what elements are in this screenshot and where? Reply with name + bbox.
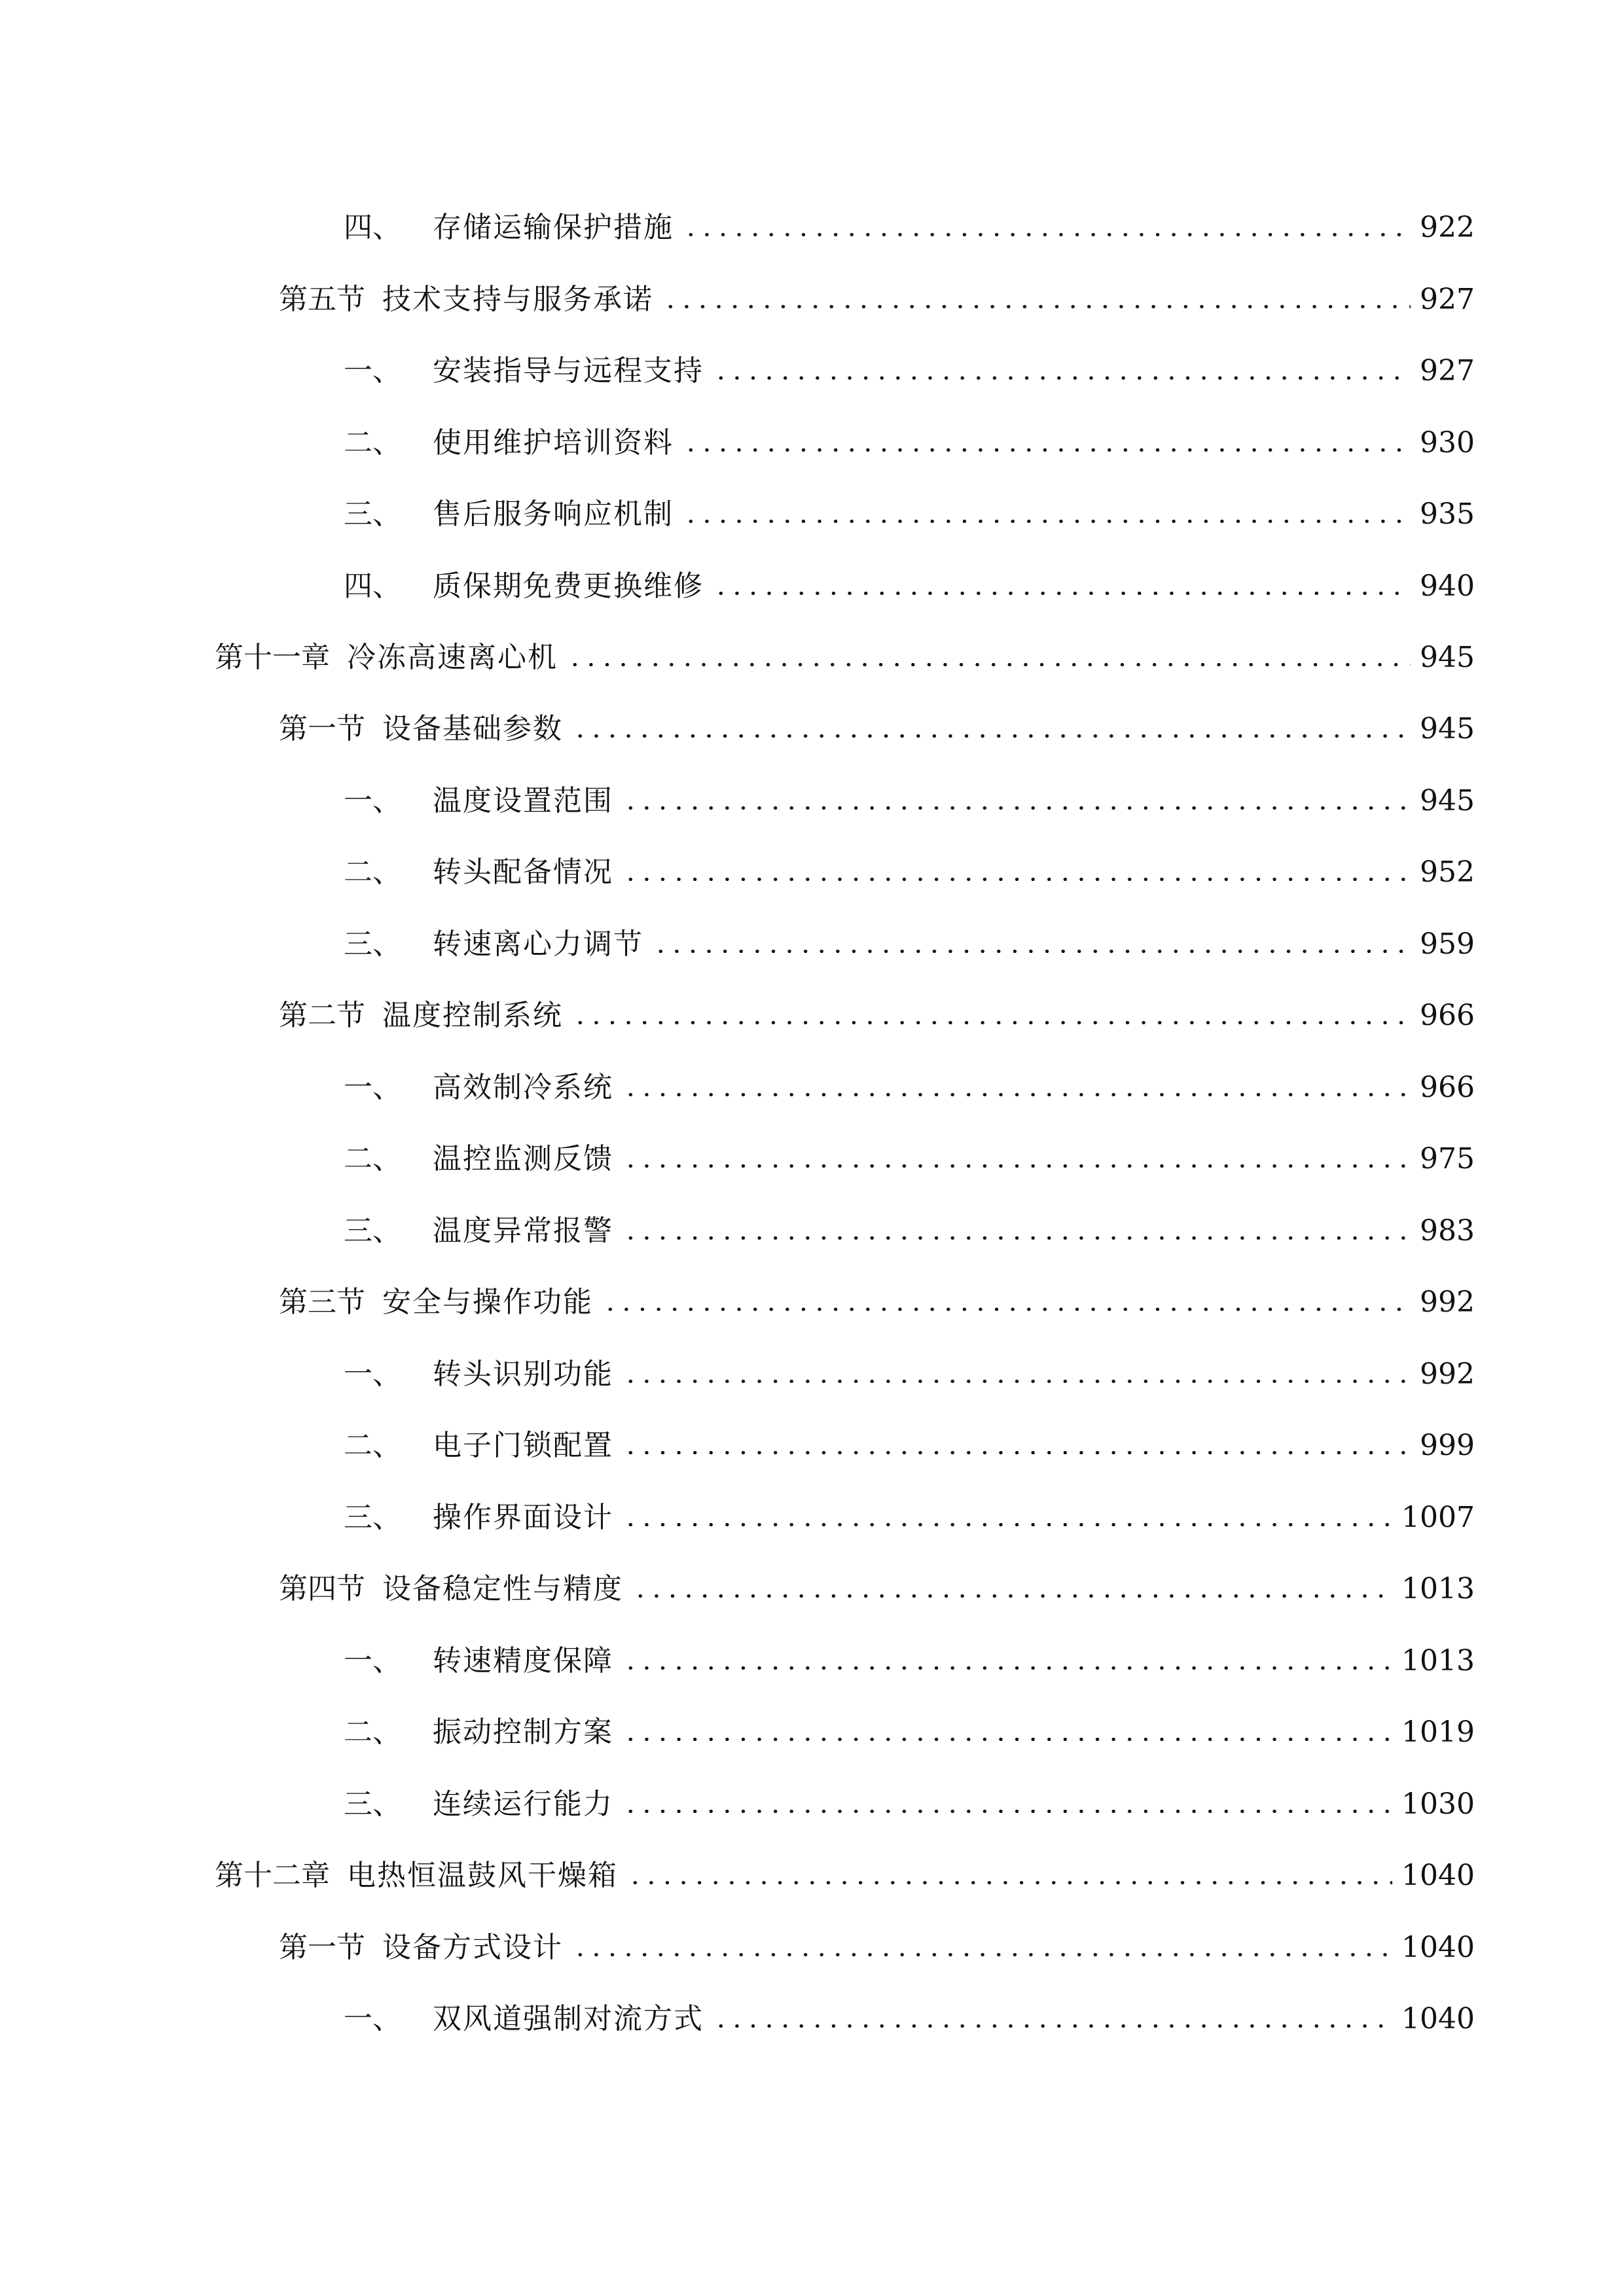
toc-entry-title: 设备方式设计 xyxy=(382,1931,563,1964)
toc-entry-page: 1040 xyxy=(1401,2002,1475,2036)
dot-leader xyxy=(683,233,1411,236)
toc-entry-page: 1007 xyxy=(1401,1501,1475,1534)
toc-entry[interactable] xyxy=(344,412,1475,457)
toc-entry-title: 安装指导与远程支持 xyxy=(433,354,704,387)
toc-entry-page: 966 xyxy=(1420,999,1475,1032)
toc-entry[interactable] xyxy=(279,1271,1475,1317)
toc-entry-page: 1019 xyxy=(1401,1715,1475,1749)
toc-entry-title: 转速精度保障 xyxy=(433,1644,613,1677)
toc-entry-page: 945 xyxy=(1420,712,1475,745)
dot-leader xyxy=(567,663,1411,666)
toc-entry-page: 992 xyxy=(1420,1357,1475,1391)
toc-entry-title: 振动控制方案 xyxy=(433,1715,613,1749)
toc-entry-number: 二、 xyxy=(344,426,401,459)
toc-entry[interactable] xyxy=(344,1988,1475,2034)
dot-leader xyxy=(623,806,1411,810)
toc-entry-number: 一、 xyxy=(344,1071,401,1104)
toc-entry-number: 一、 xyxy=(344,2002,401,2036)
toc-entry[interactable] xyxy=(344,1414,1475,1460)
dot-leader xyxy=(623,1093,1411,1096)
toc-entry-number: 二、 xyxy=(344,1429,401,1462)
dot-leader xyxy=(623,1236,1411,1240)
toc-entry-title: 温度控制系统 xyxy=(382,999,563,1032)
dot-leader xyxy=(632,1594,1392,1598)
toc-entry-number: 第三节 xyxy=(279,1285,365,1319)
toc-entry[interactable] xyxy=(344,1701,1475,1747)
toc-entry[interactable] xyxy=(344,1200,1475,1246)
toc-entry-number: 一、 xyxy=(344,784,401,817)
toc-entry[interactable] xyxy=(344,1486,1475,1532)
toc-entry[interactable] xyxy=(344,913,1475,959)
toc-entry[interactable] xyxy=(344,1343,1475,1389)
toc-entry-page: 975 xyxy=(1420,1142,1475,1175)
toc-entry-title: 电热恒温鼓风干燥箱 xyxy=(347,1859,618,1892)
dot-leader xyxy=(572,1021,1411,1024)
toc-entry-page: 922 xyxy=(1420,211,1475,244)
toc-entry[interactable] xyxy=(344,555,1475,601)
dot-leader xyxy=(662,305,1411,308)
toc-entry-page: 1013 xyxy=(1401,1644,1475,1677)
toc-entry-title: 设备基础参数 xyxy=(382,712,563,745)
dot-leader xyxy=(713,376,1411,380)
toc-entry[interactable] xyxy=(279,268,1475,314)
dot-leader xyxy=(572,1953,1392,1956)
toc-entry-number: 一、 xyxy=(344,1644,401,1677)
toc-entry-title: 存储运输保护措施 xyxy=(433,211,674,244)
toc-entry[interactable] xyxy=(344,770,1475,816)
toc-entry-title: 安全与操作功能 xyxy=(382,1285,593,1319)
toc-entry[interactable] xyxy=(279,984,1475,1030)
toc-entry-title: 使用维护培训资料 xyxy=(433,426,674,459)
dot-leader xyxy=(653,950,1411,953)
toc-entry[interactable] xyxy=(215,626,1475,672)
toc-entry-page: 1030 xyxy=(1401,1787,1475,1821)
toc-entry-number: 四、 xyxy=(344,569,401,603)
toc-entry-number: 三、 xyxy=(344,497,401,531)
toc-entry-number: 三、 xyxy=(344,1787,401,1821)
toc-entry[interactable] xyxy=(279,1558,1475,1604)
toc-entry-number: 第二节 xyxy=(279,999,365,1032)
toc-entry-number: 第五节 xyxy=(279,283,365,316)
toc-entry[interactable] xyxy=(279,1916,1475,1962)
toc-entry-page: 930 xyxy=(1420,426,1475,459)
toc-entry[interactable] xyxy=(344,1630,1475,1676)
dot-leader xyxy=(623,878,1411,881)
toc-entry-number: 二、 xyxy=(344,855,401,889)
toc-entry-number: 一、 xyxy=(344,1357,401,1391)
dot-leader xyxy=(683,520,1411,523)
toc-entry-page: 959 xyxy=(1420,927,1475,961)
toc-entry-title: 售后服务响应机制 xyxy=(433,497,674,531)
toc-entry-page: 966 xyxy=(1420,1071,1475,1104)
dot-leader xyxy=(627,1881,1392,1884)
toc-entry[interactable] xyxy=(344,340,1475,386)
dot-leader xyxy=(602,1308,1411,1311)
toc-entry-number: 二、 xyxy=(344,1142,401,1175)
toc-entry-number: 第四节 xyxy=(279,1572,365,1605)
dot-leader xyxy=(623,1810,1392,1813)
toc-entry-title: 温度设置范围 xyxy=(433,784,613,817)
toc-entry-page: 983 xyxy=(1420,1214,1475,1247)
dot-leader xyxy=(623,1164,1411,1168)
toc-entry-title: 技术支持与服务承诺 xyxy=(382,283,653,316)
toc-entry[interactable] xyxy=(344,483,1475,529)
toc-entry-title: 温控监测反馈 xyxy=(433,1142,613,1175)
toc-entry-number: 第十二章 xyxy=(215,1859,330,1892)
toc-entry-page: 1040 xyxy=(1401,1931,1475,1964)
toc-entry-title: 质保期免费更换维修 xyxy=(433,569,704,603)
toc-entry-page: 940 xyxy=(1420,569,1475,603)
toc-entry-number: 三、 xyxy=(344,1501,401,1534)
toc-entry-page: 927 xyxy=(1420,354,1475,387)
dot-leader xyxy=(572,734,1411,738)
toc-entry-title: 高效制冷系统 xyxy=(433,1071,613,1104)
toc-entry-number: 二、 xyxy=(344,1715,401,1749)
toc-entry-title: 温度异常报警 xyxy=(433,1214,613,1247)
toc-entry-number: 第一节 xyxy=(279,712,365,745)
toc-entry-title: 冷冻高速离心机 xyxy=(347,641,558,674)
toc-entry[interactable] xyxy=(344,1128,1475,1174)
toc-entry[interactable] xyxy=(279,698,1475,744)
toc-entry[interactable] xyxy=(344,841,1475,887)
toc-entry-number: 三、 xyxy=(344,927,401,961)
toc-entry-number: 三、 xyxy=(344,1214,401,1247)
toc-entry[interactable] xyxy=(344,196,1475,242)
toc-entry-page: 999 xyxy=(1420,1429,1475,1462)
toc-entry-title: 电子门锁配置 xyxy=(433,1429,613,1462)
toc-entry[interactable] xyxy=(344,1056,1475,1102)
toc-entry-title: 设备稳定性与精度 xyxy=(382,1572,623,1605)
toc-entry-number: 第十一章 xyxy=(215,641,330,674)
toc-entry-title: 双风道强制对流方式 xyxy=(433,2002,704,2036)
toc-entry-page: 945 xyxy=(1420,641,1475,674)
toc-entry[interactable] xyxy=(215,1844,1475,1890)
toc-entry-number: 四、 xyxy=(344,211,401,244)
dot-leader xyxy=(713,2024,1392,2028)
toc-entry-page: 1040 xyxy=(1401,1859,1475,1892)
toc-entry-title: 转头配备情况 xyxy=(433,855,613,889)
toc-entry-page: 927 xyxy=(1420,283,1475,316)
toc-entry-page: 1013 xyxy=(1401,1572,1475,1605)
toc-entry-page: 945 xyxy=(1420,784,1475,817)
dot-leader xyxy=(623,1666,1392,1670)
dot-leader xyxy=(623,1451,1411,1454)
toc-entry-title: 转速离心力调节 xyxy=(433,927,643,961)
toc-entry-title: 转头识别功能 xyxy=(433,1357,613,1391)
toc-entry-number: 一、 xyxy=(344,354,401,387)
toc-entry-number: 第一节 xyxy=(279,1931,365,1964)
toc-entry-page: 952 xyxy=(1420,855,1475,889)
toc-entry-page: 935 xyxy=(1420,497,1475,531)
toc-entry-page: 992 xyxy=(1420,1285,1475,1319)
toc-entry-title: 操作界面设计 xyxy=(433,1501,613,1534)
dot-leader xyxy=(683,448,1411,452)
dot-leader xyxy=(623,1380,1411,1383)
dot-leader xyxy=(713,592,1411,595)
toc-entry-title: 连续运行能力 xyxy=(433,1787,613,1821)
dot-leader xyxy=(623,1523,1392,1526)
toc-entry[interactable] xyxy=(344,1773,1475,1819)
dot-leader xyxy=(623,1738,1392,1741)
